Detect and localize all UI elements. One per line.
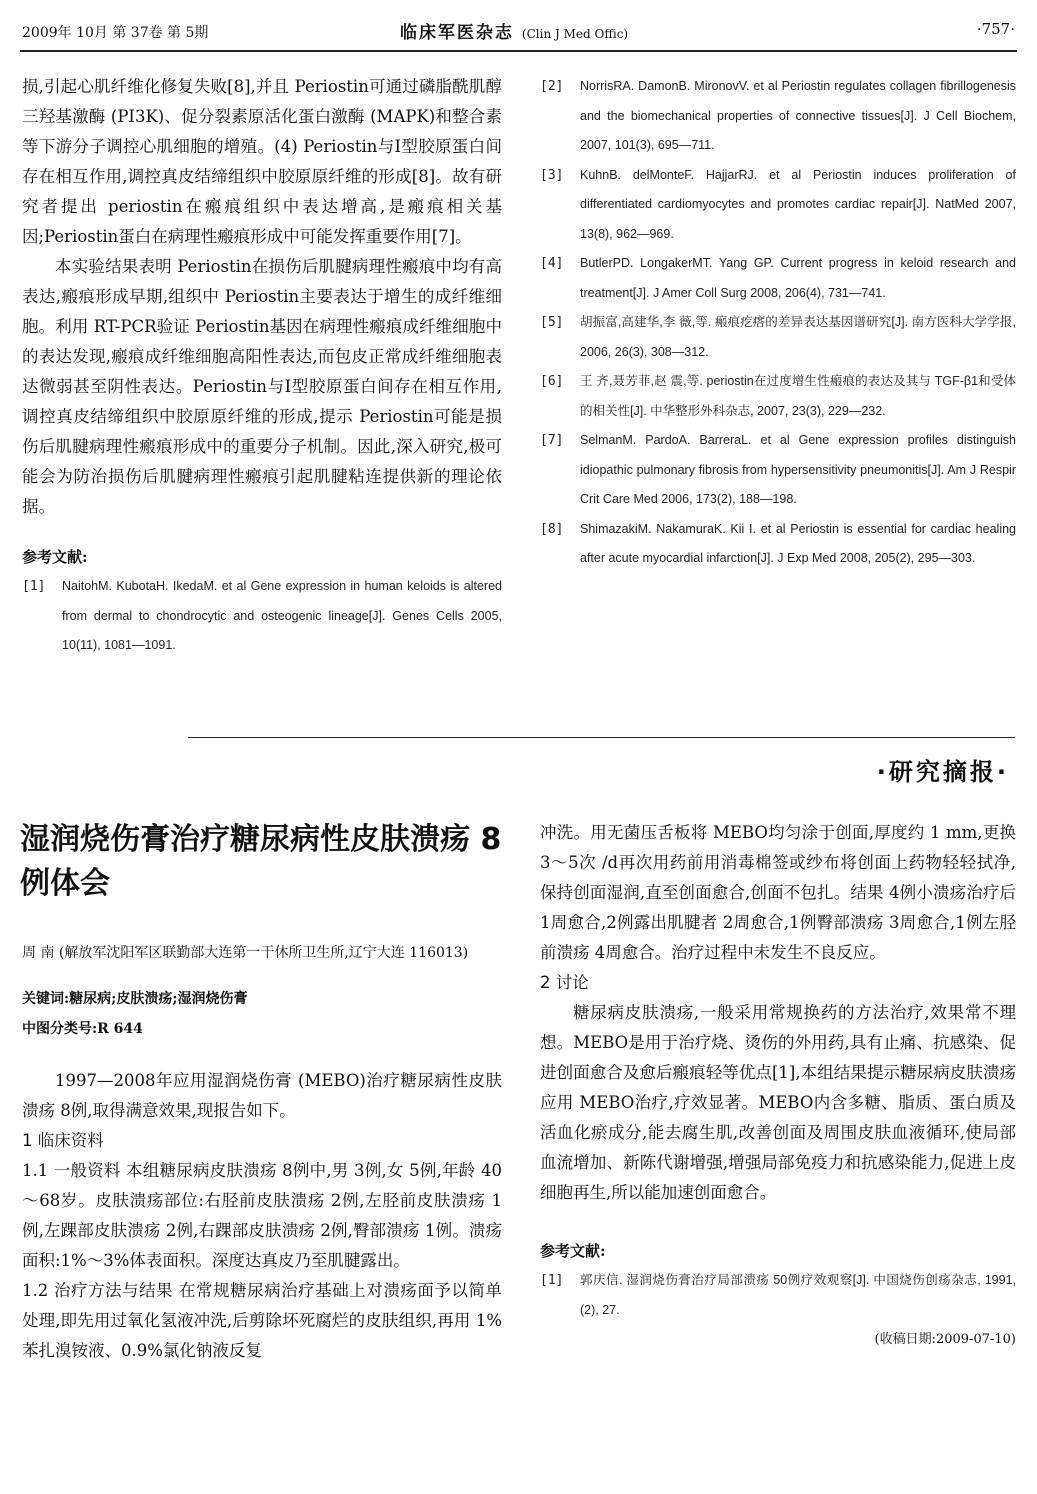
references-heading: 参考文献: [22,548,88,566]
paragraph: 1.1 一般资料 本组糖尿病皮肤溃疡 8例中,男 3例,女 5例,年龄 40～68岁。皮肤溃疡部位:右胫前皮肤溃疡 2例,左胫前皮肤溃疡 1例,左踝部皮肤溃疡 2例,右踝部皮肤溃疡 2例,臀部溃疡 1例。溃疡面积:1%～3%体表面积。深度达真皮乃至肌腱露出。 [22,1161,502,1270]
reference-item [540,308,1016,367]
reference-text: 郭庆信. 湿润烧伤膏治疗局部溃疡 50例疗效观察[J]. 中国烧伤创疡杂志, 1991, (2), 27. [580,1273,1016,1317]
paragraph: 本实验结果表明 Periostin在损伤后肌腱病理性瘢痕中均有高表达,瘢痕形成早期,组织中 Periostin主要表达于增生的成纤维细胞。利用 RT-PCR验证 Periostin基因在病理性瘢痕成纤维细胞中的表达发现,瘢痕成纤维细胞高阳性表达,而包皮正常成纤维细胞表达微弱甚至阴性表达。Periostin与Ⅰ型胶原蛋白间存在相互作用,调控真皮结缔组织中胶原原纤维的形成,提示 Periostin可能是损伤后肌腱病理性瘢痕形成中的重要分子机制。因此,深入研究,极可能会为防治损伤后肌腱病理性瘢痕引起肌腱粘连提供新的理论依据。 [22,257,502,516]
journal-title [400,18,628,43]
reference-text: ButlerPD. LongakerMT. Yang GP. Current progress in keloid research and treatment[J]. J Amer Coll Surg 2008, 206(4), 731—741. [580,256,1016,300]
reference-number: [3] [540,167,564,183]
reference-text: 胡振富,高建华,李 薇,等. 瘢痕疙瘩的差异表达基因谱研究[J]. 南方医科大学学报, 2006, 26(3), 308—312. [580,315,1016,359]
author-affiliation: 周 南 (解放军沈阳军区联勤部大连第一干休所卫生所,辽宁大连 116013) [22,945,469,961]
reference-number: [4] [540,256,564,271]
reference-item [540,426,1016,515]
journal-name-en: (Clin J Med Offic) [521,27,629,41]
page-header [22,18,1015,42]
classification-number: 中图分类号:R 644 [22,1021,143,1037]
reference-number: [8] [540,521,564,537]
left-column-article [22,938,502,1366]
reference-item [540,1266,1016,1325]
reference-number: [2] [540,79,564,94]
right-column-article [540,818,1016,1355]
journal-name: 临床军医杂志 [400,23,514,43]
reference-number: [1] [22,579,46,594]
references-heading: 参考文献: [540,1242,606,1260]
article-title: 湿润烧伤膏治疗糖尿病性皮肤溃疡 8例体会 [20,822,502,901]
page-number: ·757· [976,20,1015,38]
reference-number: [1] [540,1273,564,1288]
received-date: (收稿日期:2009-07-10) [874,1332,1016,1347]
reference-number: [7] [540,433,564,448]
reference-number: [6] [540,374,564,389]
paragraph: 损,引起心肌纤维化修复失败[8],并且 Periostin可通过磷脂酰肌醇三羟基激酶 (PI3K)、促分裂素原活化蛋白激酶 (MAPK)和整合素等下游分子调控心肌细胞的增殖。(4) Periostin与Ⅰ型胶原蛋白间存在相互作用,调控真皮结缔组织中胶原原纤维的形成[8]。故有研究者提出 periostin在瘢痕组织中表达增高,是瘢痕相关基因;Periostin蛋白在病理性瘢痕形成中可能发挥重要作用[7]。 [22,77,502,246]
header-rule [20,50,1017,52]
reference-text: ShimazakiM. NakamuraK. Kii I. et al Periostin is essential for cardiac healing after acute myocardial infarction[J]. J Exp Med 2008, 205(2), 295—303. [580,521,1016,565]
paragraph: 糖尿病皮肤溃疡,一般采用常规换药的方法治疗,效果常不理想。MEBO是用于治疗烧、烫伤的外用药,具有止痛、抗感染、促进创面愈合及愈后瘢痕轻等优点[1],本组结果提示糖尿病皮肤溃疡应用 MEBO治疗,疗效显著。MEBO内含多糖、脂质、蛋白质及活血化瘀成分,能去腐生肌,改善创面及周围皮肤血液循环,使局部血流增加、新陈代谢增强,增强局部免疫力和抗感染能力,促进上皮细胞再生,所以能加速创面愈合。 [540,1003,1016,1202]
intro-paragraph: 1997—2008年应用湿润烧伤膏 (MEBO)治疗糖尿病性皮肤溃疡 8例,取得满意效果,现报告如下。 [22,1071,502,1120]
reference-item [540,515,1016,574]
paragraph: 1.2 治疗方法与结果 在常规糖尿病治疗基础上对溃疡面予以简单处理,即先用过氧化氢液冲洗,后剪除坏死腐烂的皮肤组织,再用 1%苯扎溴铵液、0.9%氯化钠液反复 [22,1281,502,1360]
paragraph: 冲洗。用无菌压舌板将 MEBO均匀涂于创面,厚度约 1 mm,更换 3～5次 /d再次用药前用消毒棉签或纱布将创面上药物轻轻拭净,保持创面湿润,直至创面愈合,创面不包扎。结果 4例小溃疡治疗后 1周愈合,2例露出肌腱者 2周愈合,1例臀部溃疡 3周愈合,1例左胫前溃疡 4周愈合。治疗过程中未发生不良反应。 [540,823,1016,962]
reference-number: [5] [540,315,564,330]
reference-item [540,161,1016,250]
keywords: 关键词:糖尿病;皮肤溃疡;湿润烧伤膏 [22,991,248,1007]
reference-text: 王 齐,聂芳菲,赵 震,等. periostin在过度增生性瘢痕的表达及其与 TGF-β1和受体的相关性[J]. 中华整形外科杂志, 2007, 23(3), 229—232. [580,374,1016,418]
reference-text: NaitohM. KubotaH. IkedaM. et al Gene expression in human keloids is altered from dermal to chondrocytic and osteogenic lineage[J]. Genes Cells 2005, 10(11), 1081—1091. [62,579,502,652]
reference-text: SelmanM. PardoA. BarreraL. et al Gene expression profiles distinguish idiopathic pulmonary fibrosis from hypersensitivity pneumonitis[J]. Am J Respir Crit Care Med 2006, 173(2), 188—198. [580,433,1016,506]
section-divider [188,737,1015,738]
heading-clinical-data: 1 临床资料 [22,1131,104,1150]
reference-item [540,367,1016,426]
left-column-top [22,72,502,661]
reference-item [22,572,502,661]
heading-discussion: 2 讨论 [540,973,589,992]
reference-text: KuhnB. delMonteF. HajjarRJ. et al Periostin induces proliferation of differentiated cardiomyocytes and promotes cardiac repair[J]. NatMed 2007, 13(8), 962—969. [580,167,1016,241]
right-column-references [540,72,1016,574]
reference-item [540,72,1016,161]
reference-item [540,249,1016,308]
section-label: ·研究摘报· [876,758,1009,786]
reference-text: NorrisRA. DamonB. MironovV. et al Periostin regulates collagen fibrillogenesis and the biomechanical properties of connective tissues[J]. J Cell Biochem, 2007, 101(3), 695—711. [580,79,1016,152]
issue-info: 2009年 10月 第 37卷 第 5期 [22,25,209,41]
